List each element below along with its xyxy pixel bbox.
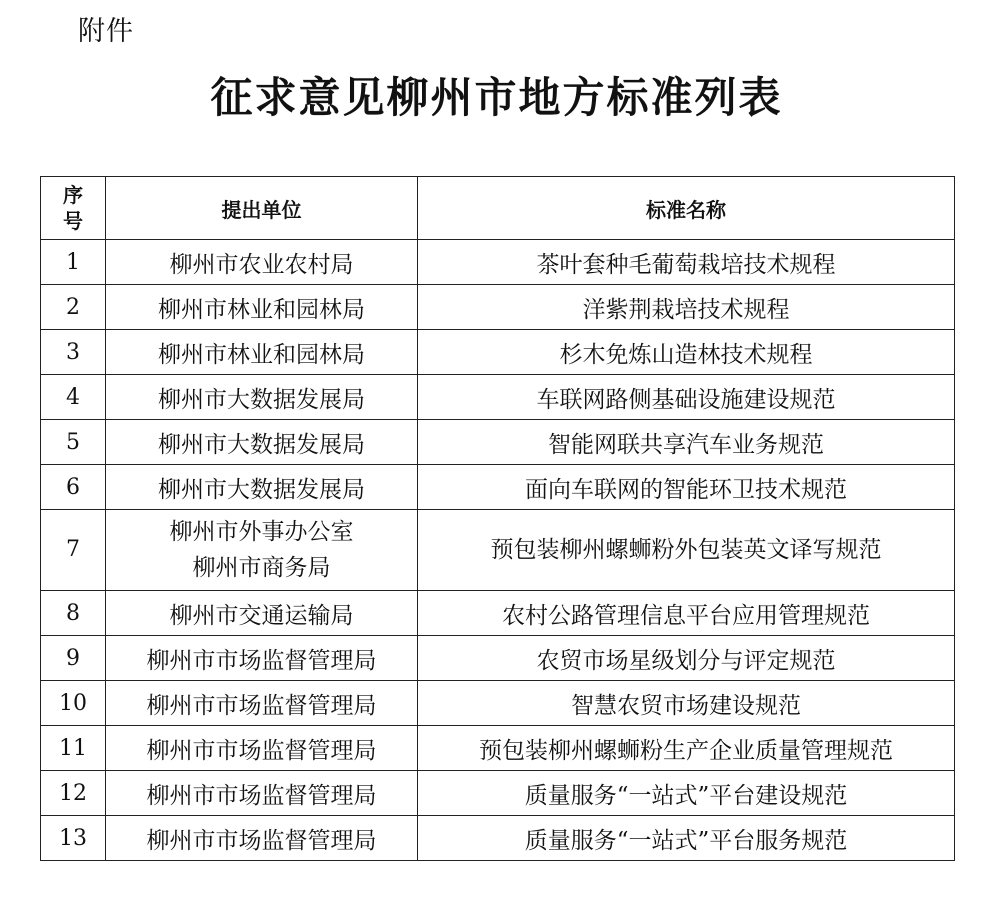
row-number: 4 bbox=[41, 375, 106, 420]
row-unit: 柳州市市场监督管理局 bbox=[106, 636, 418, 681]
row-standard: 车联网路侧基础设施建设规范 bbox=[418, 375, 955, 420]
row-unit: 柳州市市场监督管理局 bbox=[106, 771, 418, 816]
row-unit: 柳州市林业和园林局 bbox=[106, 330, 418, 375]
row-standard: 农贸市场星级划分与评定规范 bbox=[418, 636, 955, 681]
row-number: 5 bbox=[41, 420, 106, 465]
row-standard: 面向车联网的智能环卫技术规范 bbox=[418, 465, 955, 510]
row-number: 7 bbox=[41, 510, 106, 591]
row-standard: 杉木免炼山造林技术规程 bbox=[418, 330, 955, 375]
header-number bbox=[41, 177, 106, 240]
document-title: 征求意见柳州市地方标准列表 bbox=[210, 73, 783, 122]
standards-table bbox=[40, 176, 955, 861]
row-standard: 茶叶套种毛葡萄栽培技术规程 bbox=[418, 240, 955, 285]
row-standard: 智能网联共享汽车业务规范 bbox=[418, 420, 955, 465]
header-number-line2: 号 bbox=[63, 209, 83, 233]
row-unit: 柳州市市场监督管理局 bbox=[106, 726, 418, 771]
row-unit: 柳州市大数据发展局 bbox=[106, 375, 418, 420]
table-row bbox=[41, 681, 955, 726]
table-row bbox=[41, 636, 955, 681]
table-row bbox=[41, 330, 955, 375]
row-number: 13 bbox=[41, 816, 106, 861]
row-number: 10 bbox=[41, 681, 106, 726]
row-unit: 柳州市交通运输局 bbox=[106, 591, 418, 636]
row-standard: 洋紫荆栽培技术规程 bbox=[418, 285, 955, 330]
row-unit: 柳州市农业农村局 bbox=[106, 240, 418, 285]
row-unit-line1: 柳州市外事办公室 bbox=[169, 519, 354, 545]
row-number: 2 bbox=[41, 285, 106, 330]
row-number: 1 bbox=[41, 240, 106, 285]
row-standard: 质量服务“一站式”平台服务规范 bbox=[418, 816, 955, 861]
row-unit-line2: 柳州市商务局 bbox=[192, 555, 331, 581]
table-row bbox=[41, 285, 955, 330]
table-header-row bbox=[41, 177, 955, 240]
row-standard: 预包装柳州螺蛳粉生产企业质量管理规范 bbox=[418, 726, 955, 771]
row-number: 3 bbox=[41, 330, 106, 375]
row-unit bbox=[106, 510, 418, 591]
header-number-line1: 序 bbox=[63, 183, 83, 207]
row-number: 9 bbox=[41, 636, 106, 681]
table-row bbox=[41, 771, 955, 816]
row-unit: 柳州市林业和园林局 bbox=[106, 285, 418, 330]
row-number: 8 bbox=[41, 591, 106, 636]
row-unit: 柳州市市场监督管理局 bbox=[106, 681, 418, 726]
table-row bbox=[41, 465, 955, 510]
row-unit: 柳州市市场监督管理局 bbox=[106, 816, 418, 861]
row-number: 11 bbox=[41, 726, 106, 771]
table-row bbox=[41, 420, 955, 465]
header-standard: 标准名称 bbox=[418, 177, 955, 240]
header-unit: 提出单位 bbox=[106, 177, 418, 240]
table-row bbox=[41, 726, 955, 771]
row-unit: 柳州市大数据发展局 bbox=[106, 420, 418, 465]
table-row bbox=[41, 240, 955, 285]
row-standard: 农村公路管理信息平台应用管理规范 bbox=[418, 591, 955, 636]
table-row bbox=[41, 591, 955, 636]
attachment-label: 附件 bbox=[78, 16, 134, 47]
row-standard: 智慧农贸市场建设规范 bbox=[418, 681, 955, 726]
table-row bbox=[41, 375, 955, 420]
table-row bbox=[41, 816, 955, 861]
row-number: 6 bbox=[41, 465, 106, 510]
row-number: 12 bbox=[41, 771, 106, 816]
row-standard: 预包装柳州螺蛳粉外包装英文译写规范 bbox=[418, 510, 955, 591]
row-unit: 柳州市大数据发展局 bbox=[106, 465, 418, 510]
row-standard: 质量服务“一站式”平台建设规范 bbox=[418, 771, 955, 816]
table-row bbox=[41, 510, 955, 591]
